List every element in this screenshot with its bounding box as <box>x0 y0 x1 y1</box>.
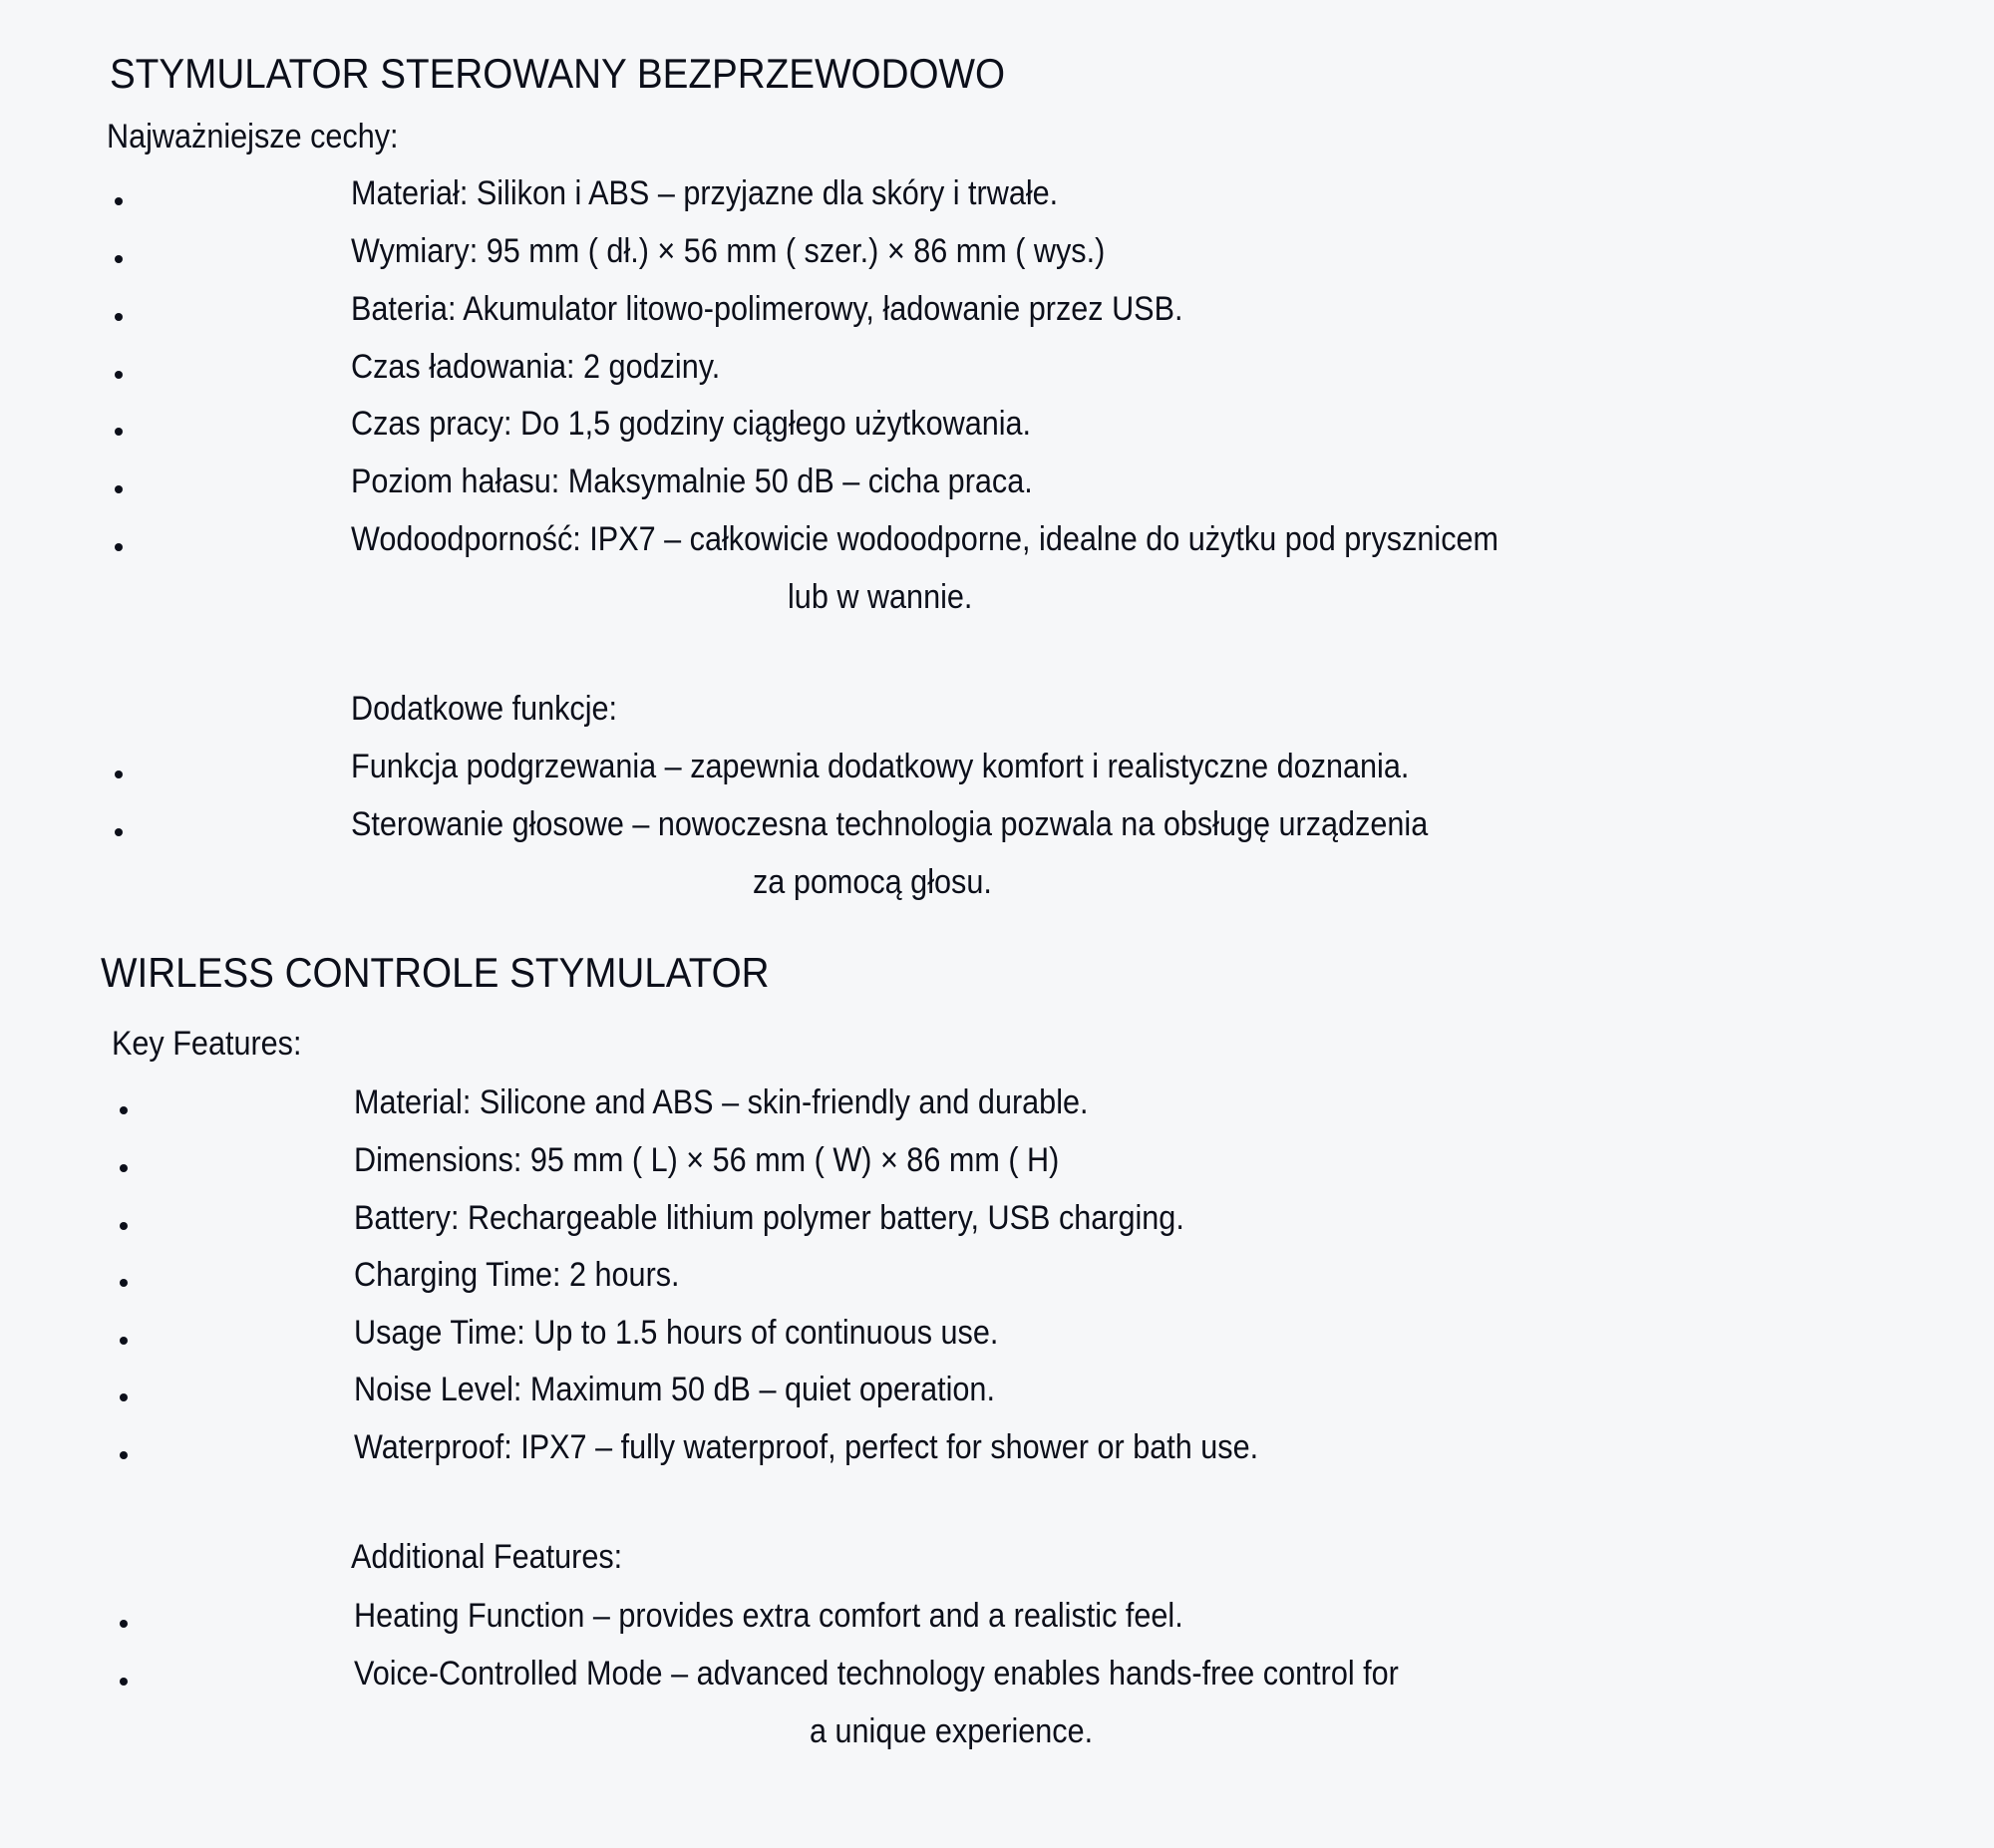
additional-label-polish: Dodatkowe funkcje: <box>351 690 618 728</box>
feature-charging-time-en: Charging Time: 2 hours. <box>354 1256 680 1294</box>
feature-usage-time-pl: Czas pracy: Do 1,5 godziny ciągłego użytkowania. <box>351 405 1032 443</box>
feature-dimensions-pl: Wymiary: 95 mm ( dł.) × 56 mm ( szer.) × 86 mm ( wys.) <box>351 232 1106 270</box>
feature-battery-en: Battery: Rechargeable lithium polymer battery, USB charging. <box>354 1199 1184 1237</box>
bullet-icon <box>120 1279 128 1287</box>
feature-dimensions-en: Dimensions: 95 mm ( L) × 56 mm ( W) × 86 mm ( H) <box>354 1141 1060 1179</box>
bullet-icon <box>120 1393 128 1401</box>
feature-waterproof-pl-continuation: lub w wannie. <box>788 578 973 616</box>
title-english: WIRLESS CONTROLE STYMULATOR <box>101 949 770 996</box>
feature-charging-time-pl: Czas ładowania: 2 godziny. <box>351 348 721 386</box>
feature-heating-en: Heating Function – provides extra comfort and a realistic feel. <box>354 1597 1183 1635</box>
bullet-icon <box>115 543 123 551</box>
bullet-icon <box>115 770 123 778</box>
bullet-icon <box>115 371 123 379</box>
bullet-icon <box>120 1164 128 1172</box>
key-features-label-polish: Najważniejsze cechy: <box>107 118 399 155</box>
bullet-icon <box>115 197 123 205</box>
feature-noise-pl: Poziom hałasu: Maksymalnie 50 dB – cicha praca. <box>351 462 1033 500</box>
feature-voice-en-continuation: a unique experience. <box>810 1712 1094 1750</box>
bullet-icon <box>120 1222 128 1230</box>
feature-voice-pl-continuation: za pomocą głosu. <box>753 863 992 901</box>
bullet-icon <box>115 313 123 321</box>
feature-voice-pl: Sterowanie głosowe – nowoczesna technologia pozwala na obsługę urządzenia <box>351 805 1429 843</box>
feature-voice-en: Voice-Controlled Mode – advanced technology enables hands-free control for <box>354 1655 1399 1693</box>
bullet-icon <box>115 428 123 436</box>
feature-waterproof-en: Waterproof: IPX7 – fully waterproof, perfect for shower or bath use. <box>354 1428 1259 1466</box>
bullet-icon <box>115 255 123 263</box>
feature-usage-time-en: Usage Time: Up to 1.5 hours of continuous use. <box>354 1314 999 1352</box>
title-polish: STYMULATOR STEROWANY BEZPRZEWODOWO <box>110 50 1006 97</box>
bullet-icon <box>115 485 123 493</box>
additional-label-english: Additional Features: <box>351 1538 623 1576</box>
bullet-icon <box>120 1451 128 1459</box>
feature-heating-pl: Funkcja podgrzewania – zapewnia dodatkowy komfort i realistyczne doznania. <box>351 748 1410 785</box>
bullet-icon <box>120 1620 128 1628</box>
bullet-icon <box>120 1678 128 1686</box>
key-features-label-english: Key Features: <box>112 1025 302 1063</box>
bullet-icon <box>120 1337 128 1345</box>
feature-waterproof-pl: Wodoodporność: IPX7 – całkowicie wodoodporne, idealne do użytku pod prysznicem <box>351 520 1499 558</box>
feature-noise-en: Noise Level: Maximum 50 dB – quiet operation. <box>354 1371 995 1408</box>
feature-material-pl: Materiał: Silikon i ABS – przyjazne dla skóry i trwałe. <box>351 174 1059 212</box>
bullet-icon <box>120 1106 128 1114</box>
feature-material-en: Material: Silicone and ABS – skin-friendly and durable. <box>354 1083 1089 1121</box>
feature-battery-pl: Bateria: Akumulator litowo-polimerowy, ładowanie przez USB. <box>351 290 1183 328</box>
bullet-icon <box>115 828 123 836</box>
